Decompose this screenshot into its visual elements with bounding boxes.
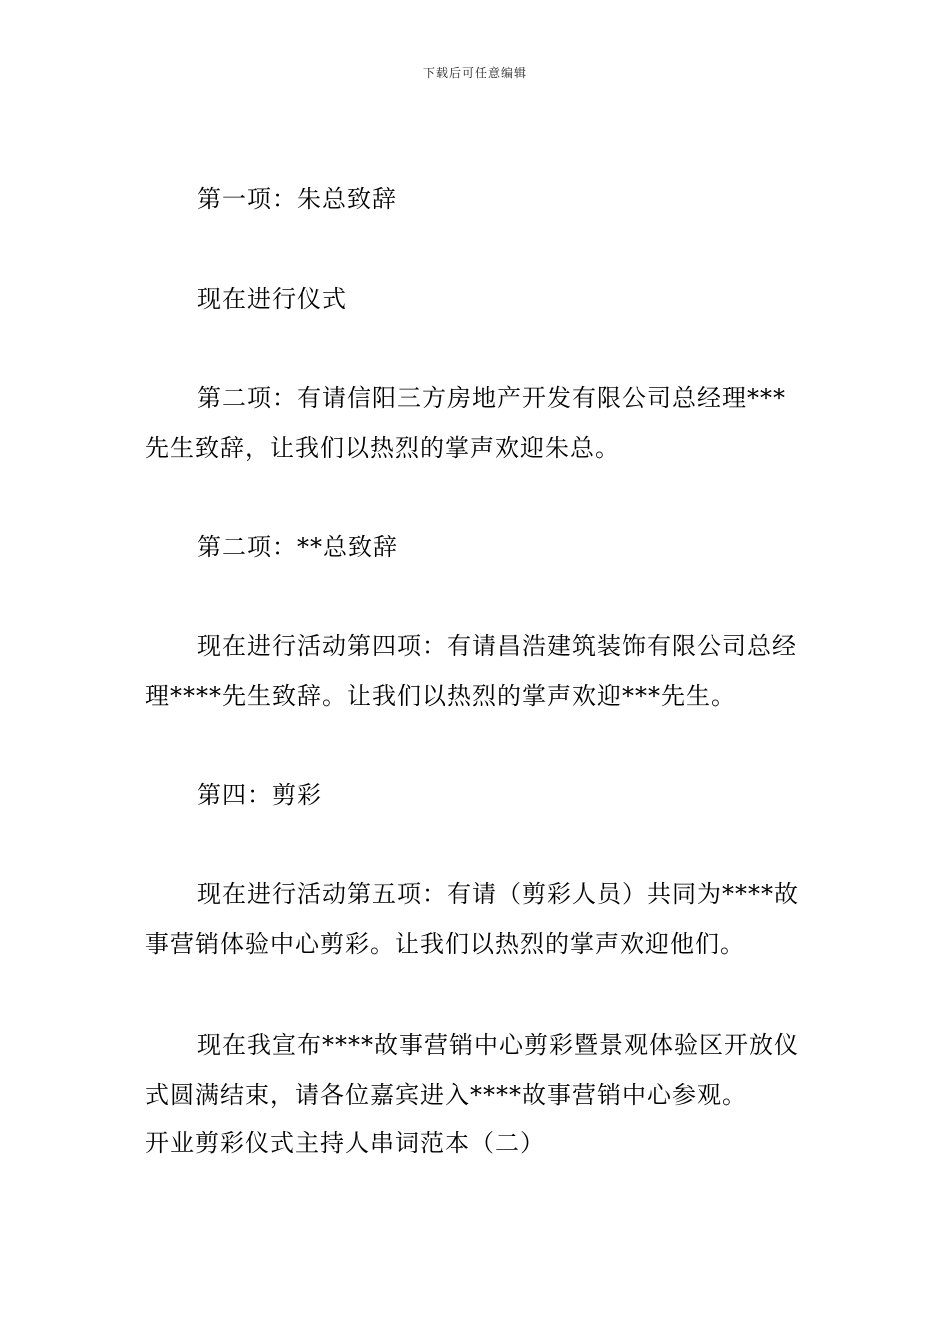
page-header: 下载后可任意编辑	[422, 66, 527, 80]
paragraph-item-4: 第二项：**总致辞	[197, 533, 398, 561]
paragraph-item-1: 第一项：朱总致辞	[197, 185, 397, 213]
paragraph-item-8: 现在我宣布****故事营销中心剪彩暨景观体验区开放仪式圆满结束，请各位嘉宾进入****故事营销中心参观。	[145, 1031, 799, 1109]
paragraph-item-2: 现在进行仪式	[197, 285, 347, 313]
section-title: 开业剪彩仪式主持人串词范本（二）	[145, 1129, 545, 1157]
paragraph-item-6: 第四：剪彩	[197, 781, 322, 809]
paragraph-item-3: 第二项：有请信阳三方房地产开发有限公司总经理***先生致辞，让我们以热烈的掌声欢迎朱总。	[145, 384, 786, 462]
paragraph-item-7: 现在进行活动第五项：有请（剪彩人员）共同为****故事营销体验中心剪彩。让我们以热烈的掌声欢迎他们。	[145, 880, 799, 958]
paragraph-item-5: 现在进行活动第四项：有请昌浩建筑装饰有限公司总经理****先生致辞。让我们以热烈的掌声欢迎***先生。	[145, 632, 797, 710]
